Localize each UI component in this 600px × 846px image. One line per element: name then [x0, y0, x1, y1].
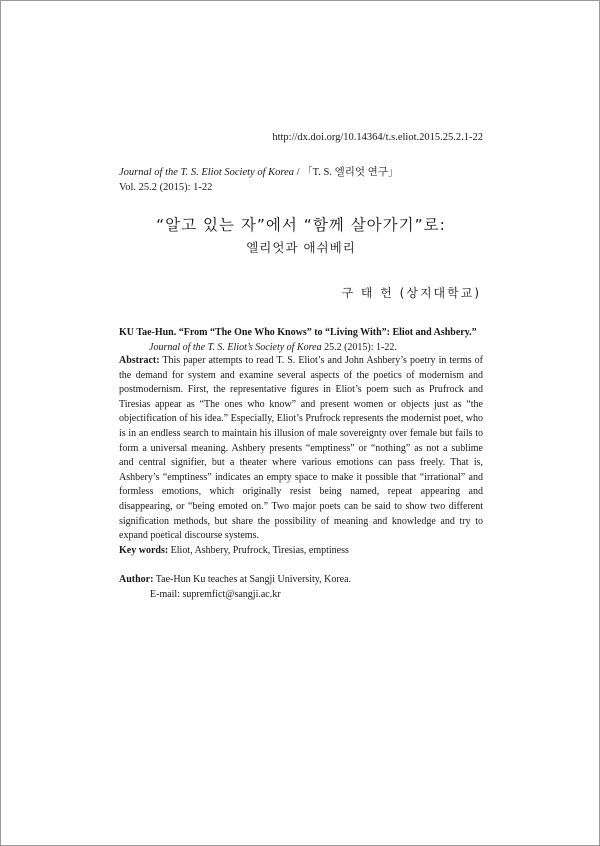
citation [119, 326, 483, 355]
journal-name-line [119, 165, 398, 180]
author-email[interactable]: E-mail: supremfict@sangji.ac.kr [150, 588, 281, 600]
journal-name: Journal of the T. S. Eliot Society of Korea [119, 167, 294, 178]
citation-journal-line [119, 341, 483, 356]
keywords-label: Key words: [119, 545, 169, 556]
citation-journal-rest: 25.2 (2015): 1-22. [321, 341, 397, 353]
journal-info [119, 165, 398, 195]
keywords [119, 544, 483, 559]
author-info-text: Tae-Hun Ku teaches at Sangji University, Korea. [153, 574, 352, 585]
abstract-text: This paper attempts to read T. S. Eliot’s and John Ashbery’s poetry in terms of the demand for system and examine several aspects of the poetics of modernism and postmodernism. First, the representative figures in Eliot’s poem such as Prufrock and Tiresias appear as “The ones who know” and present women or objects just as “the objectification of his idea.” Especially, Eliot’s Prufrock represents the modernist poet, who is in an endless search to maintain his illusion of male sovereignty over female but fails to form a universal meaning. Ashbery presents “emptiness” or “nothing” as not a sublime and central signifier, but a theater where various emotions can pass freely. That is, Ashbery’s “emptiness” indicates an empty space to make it possible that “irrational” and formless emotions, which originally resist being named, repeat appearing and disappearing, or “being emoted on.” Two major poets can be said to show two different signification methods, but share the possibility of meaning and knowledge and try to expand poetical discourse systems. [119, 355, 483, 542]
journal-volume: Vol. 25.2 (2015): 1-22 [119, 182, 213, 193]
citation-line: KU Tae-Hun. “From “The One Who Knows” to “Living With”: Eliot and Ashbery.” [119, 327, 477, 338]
paper-title: “알고 있는 자”에서 “함께 살아가기”로: [156, 216, 446, 234]
author-info [119, 573, 483, 602]
paper-subtitle: 엘리엇과 애쉬베리 [246, 240, 356, 255]
citation-journal: Journal of the T. S. Eliot’s Society of Korea [149, 341, 322, 353]
keywords-text: Eliot, Ashbery, Prufrock, Tiresias, emptiness [168, 545, 349, 556]
abstract [119, 354, 483, 544]
abstract-label: Abstract: [119, 355, 160, 366]
doi-link[interactable]: http://dx.doi.org/10.14364/t.s.eliot.2015.25.2.1-22 [272, 132, 483, 143]
author-info-line [119, 573, 483, 588]
author-info-label: Author: [119, 574, 154, 585]
author-korean: 구 태 헌 (상지대학교) [341, 286, 481, 300]
journal-name-korean: / 「T. S. 엘리엇 연구」 [293, 167, 399, 178]
